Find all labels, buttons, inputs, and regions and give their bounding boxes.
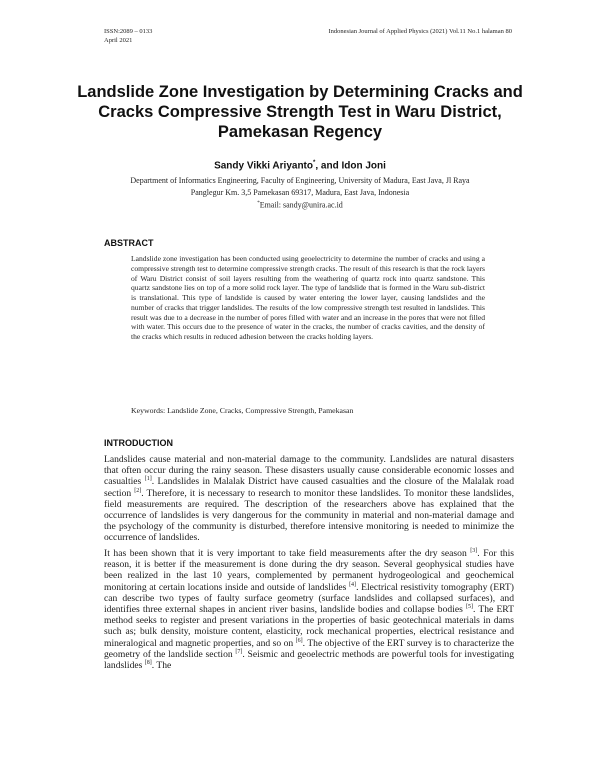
citation-ref: [2] [134,487,142,494]
affiliation-line: Panglegur Km. 3,5 Pamekasan 69317, Madura, East Java, Indonesia [190,187,410,197]
affiliation-line: Department of Informatics Engineering, Faculty of Engineering, University of Madura, East Java, Jl Raya [130,176,470,185]
paragraph-text: . Electrical resistivity tomography (ERT) can describe two types of faulty surface geometry (surface landslides and collapsed surfaces), and identifies three external shapes in ancient river basins, landslide bodies and collapse bodies [104,581,514,616]
paragraph-text: . The [151,660,172,672]
citation-ref: [6] [295,637,303,644]
running-header-left [104,28,152,45]
issn: ISSN:2089 – 0133 [104,28,153,35]
corresponding-mark: * [313,160,316,166]
abstract-text: Landslide zone investigation has been conducted using geoelectricity to determine the number of cracks and using a compressive strength test to determine compressive strength cracks. The result of this research is that the rock layers of Waru District consist of soil layers resulting from the weathering of quartz rock into quartz sandstone. This quartz sandstone lies on top of a more solid rock layer. The type of landslide that is formed in the Waru sub-district is translational. This type of landslide is caused by water entering the lower layer, causing landslides and the number of cracks that trigger landslides. The results of the low compressive strength test resulted in landslides. This result was due to a decrease in the number of pores filled with water and an increase in the pores that were not filled with water. This occurs due to the presence of water in the cracks, the number of cracks cavities, and the density of the cracks which results in reduced adhesion between the cracks holding layers. [131,254,485,341]
author-name: Sandy Vikki Ariyanto [214,160,313,172]
keywords: Keywords: Landslide Zone, Cracks, Compressive Strength, Pamekasan [131,406,354,415]
paragraph-text: Landslides cause material and non-material damage to the community. Landslides are natural disasters that often occur during the rainy season. These disasters usually cause considerable economic losses and casualties [104,454,514,488]
citation-ref: [8] [144,659,152,666]
paragraph-text: . The ERT method seeks to register and present variations in the properties of basic geotechnical materials in dams such as; bulk density, moisture content, elasticity, rock mechanical properties, electrical resistance and mineralogical and magnetic properties, and so on [104,604,514,649]
paragraph-text: . Therefore, it is necessary to research to monitor these landslides. To monitor these landslides, field measurements are required. The description of the researchers above has explained that the occurrence of landslides is very dangerous for the community in material and non-material damage and the psychology of the community is disturbed, therefore intensive monitoring is needed to minimize the occurrence of landslides. [104,487,514,544]
introduction-heading: INTRODUCTION [104,438,173,448]
paragraph-text: . For this reason, it is better if the measurement is done during the dry season. Several geophysical studies have been realized in the last 10 years, complemented by permanent hydrogeological and geochemical monitoring at certain locations inside and outside of landslides [104,548,514,593]
paper-title: Landslide Zone Investigation by Determining Cracks and Cracks Compressive Strength Test in Waru District, Pamekasan Regency [77,83,523,141]
contact-email [100,198,500,211]
citation-ref: [4] [349,581,357,588]
author-list [100,160,500,171]
paragraph-text: . The objective of the ERT survey is to characterize the geometry of the landslide section [104,637,514,660]
paragraph-text: It has been shown that it is very important to take field measurements after the dry season [104,548,471,559]
email-mark: * [257,201,260,206]
affiliation [100,175,500,211]
author-name: Idon Joni [341,160,386,172]
citation-ref: [7] [235,648,243,655]
citation-ref: [3] [470,547,478,554]
body-paragraph [104,548,514,671]
citation-ref: [1] [144,476,152,483]
paragraph-text: . Landslides in Malalak District have caused casualties and the closure of the Malalak road section [104,476,514,499]
paragraph-text: . Seismic and geoelectric methods are powerful tools for investigating landslides [104,648,514,672]
abstract-heading: ABSTRACT [104,238,154,248]
issue-date: April 2021 [104,36,133,44]
author-joiner: , and [315,160,342,172]
body-paragraph [104,454,514,544]
email-text: Email: sandy@unira.ac.id [259,200,343,210]
citation-ref: [5] [466,603,473,610]
journal-citation: Indonesian Journal of Applied Physics (2021) Vol.11 No.1 halaman 80 [328,28,512,35]
